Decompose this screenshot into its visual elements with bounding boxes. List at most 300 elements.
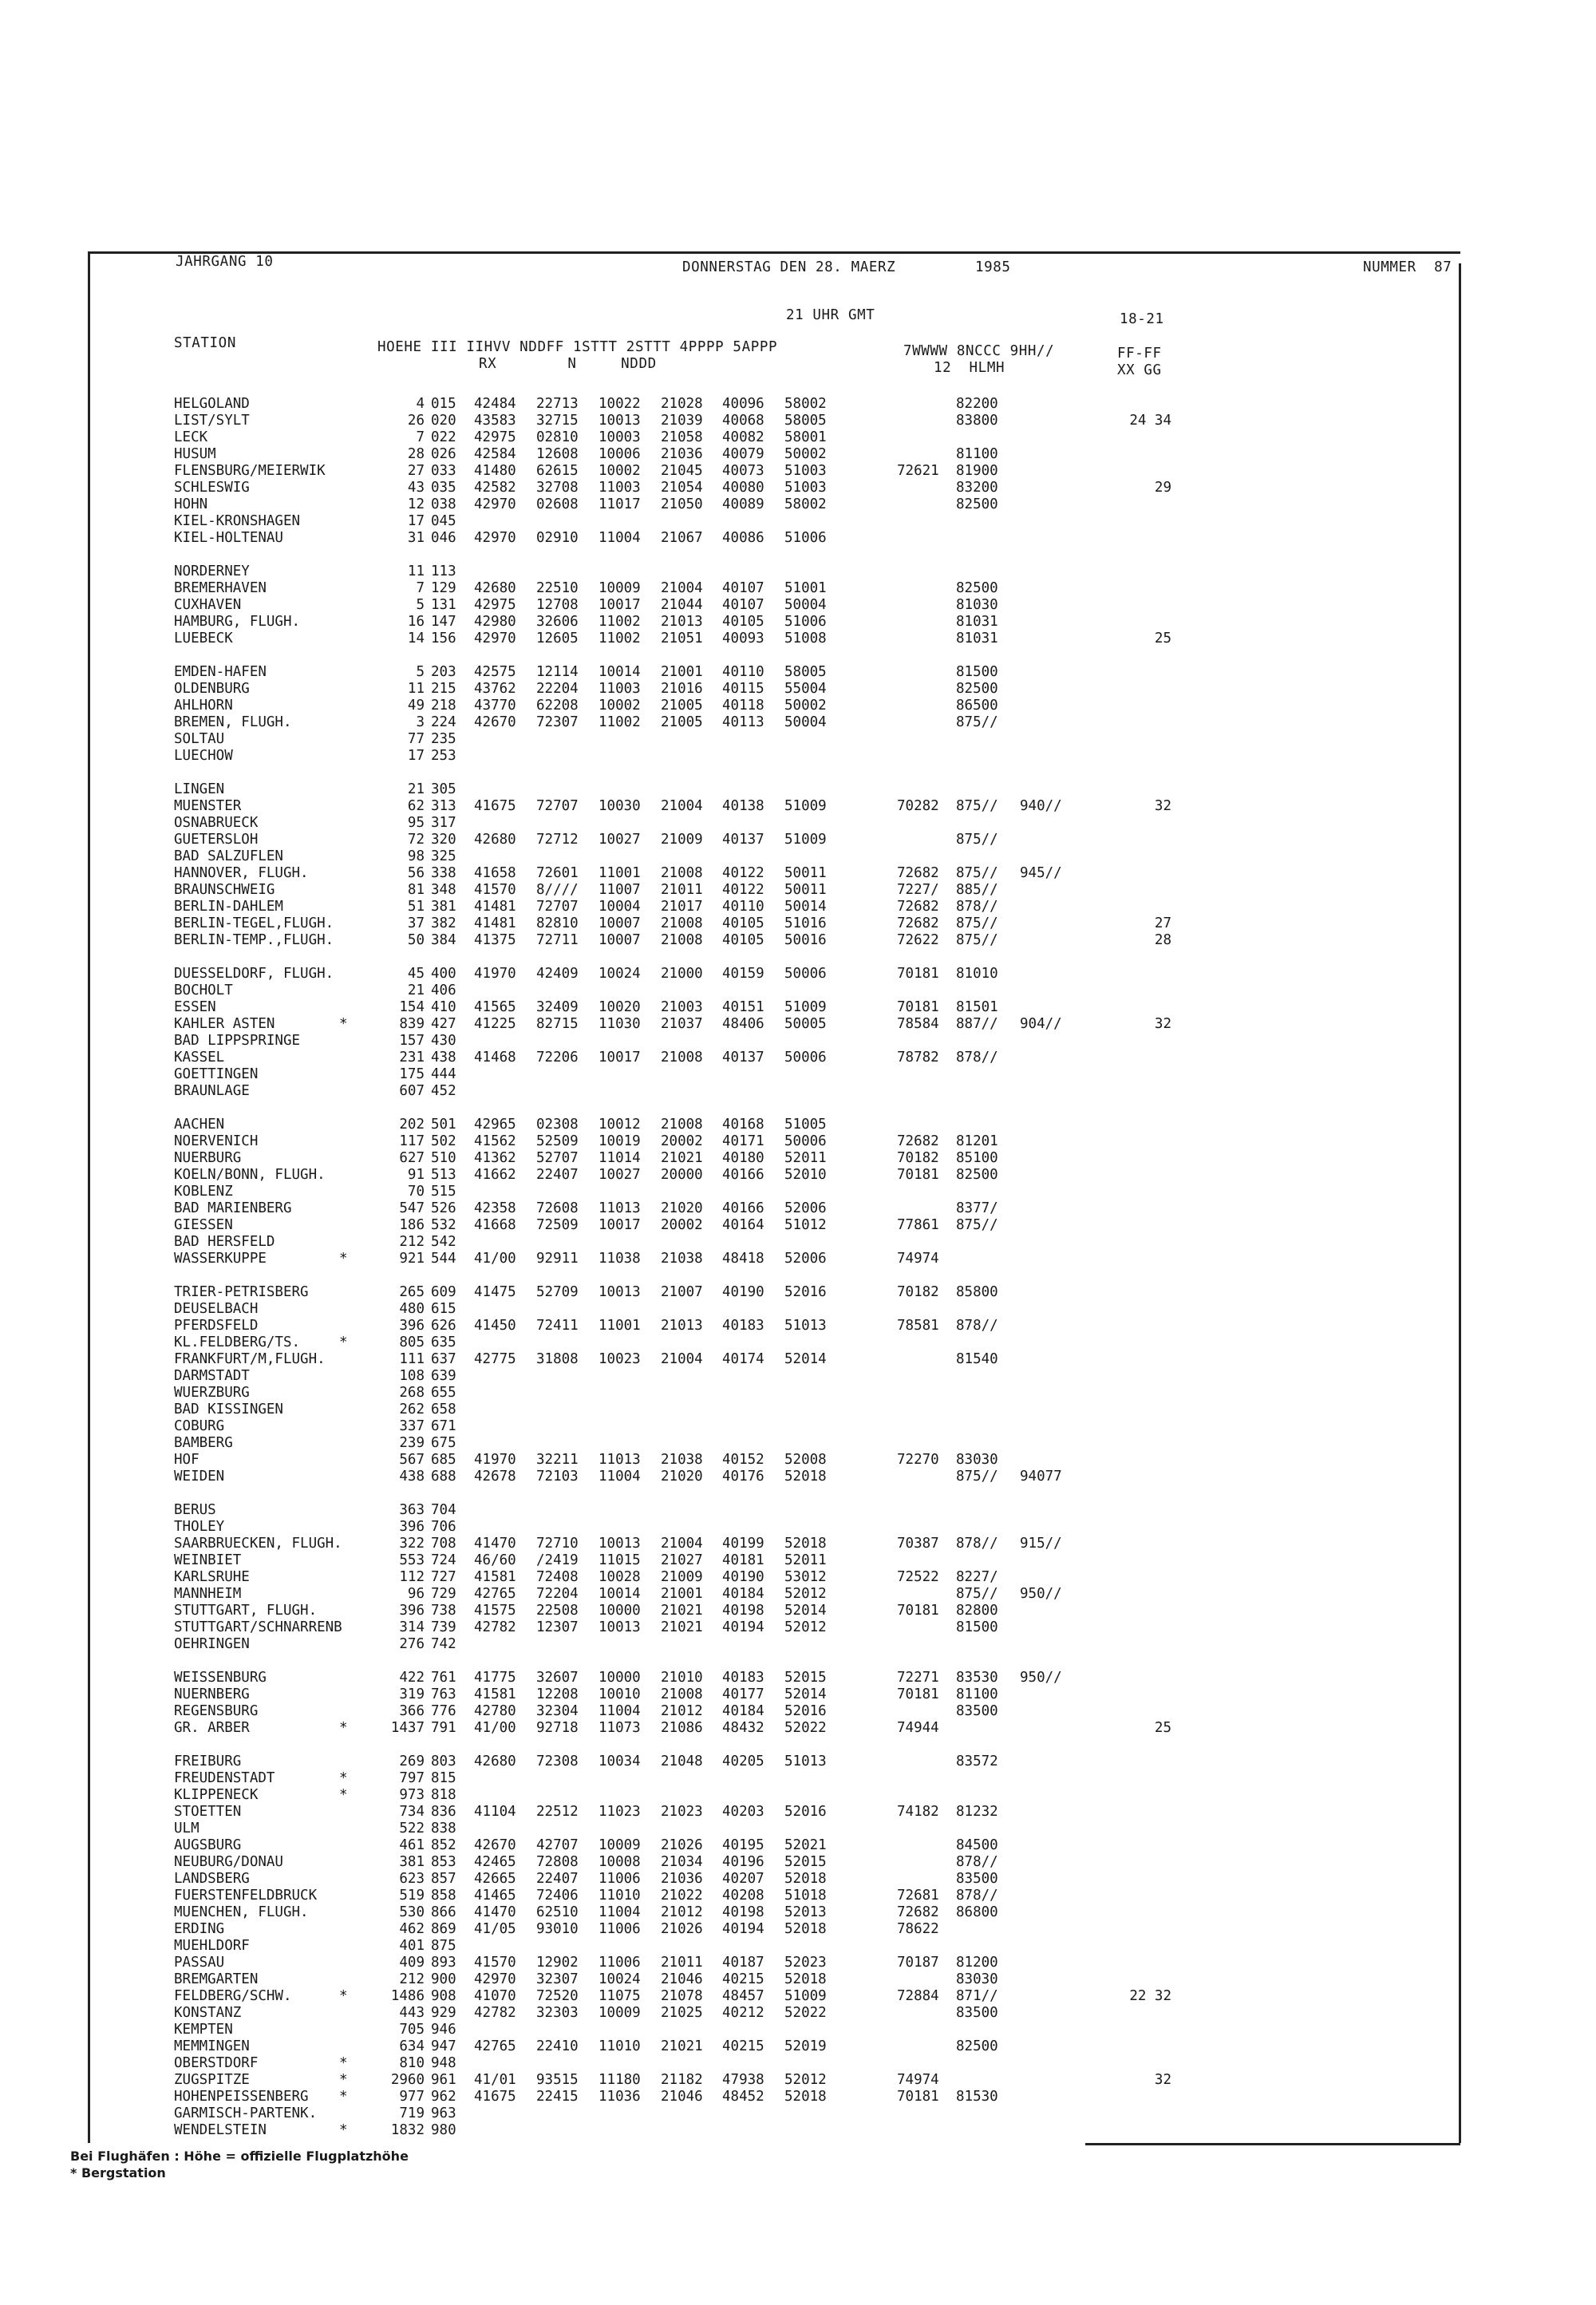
- group-nddff: 72711: [536, 932, 579, 948]
- group-2sttt: 21182: [661, 2072, 703, 2088]
- table-row: [0, 1821, 1596, 1837]
- group-8nccc: 875//: [956, 865, 998, 881]
- station-number: 502: [431, 1133, 456, 1149]
- station-number: 948: [431, 2055, 456, 2071]
- group-iihvv: 41470: [474, 1904, 516, 1920]
- group-7wwww: 78782: [897, 1050, 939, 1066]
- station-number: 513: [431, 1167, 456, 1183]
- mountain-station-mark: *: [339, 2072, 348, 2088]
- group-iihvv: 41375: [474, 932, 516, 948]
- station-height: 17: [407, 513, 425, 529]
- group-iihvv: 41450: [474, 1318, 516, 1334]
- group-iihvv: 41675: [474, 798, 516, 814]
- group-8nccc: 81232: [956, 1804, 998, 1820]
- station-number: 532: [431, 1217, 456, 1233]
- table-row: [0, 1837, 1596, 1854]
- group-iihvv: 41662: [474, 1167, 516, 1183]
- group-iihvv: 41/00: [474, 1251, 516, 1267]
- table-row: [0, 1167, 1596, 1184]
- table-row: [0, 1586, 1596, 1603]
- group-2sttt: 21008: [661, 865, 703, 881]
- station-height: 91: [407, 1167, 425, 1183]
- table-row: [0, 714, 1596, 731]
- group-5appp: 51016: [784, 915, 827, 931]
- group-5appp: 51006: [784, 530, 827, 546]
- group-nddff: 52509: [536, 1133, 579, 1149]
- station-height: 396: [399, 1519, 425, 1535]
- table-row: [0, 1686, 1596, 1703]
- station-height: 37: [407, 915, 425, 931]
- group-nddff: 22415: [536, 2089, 579, 2105]
- group-8nccc: 878//: [956, 1536, 998, 1552]
- group-8nccc: 86800: [956, 1904, 998, 1920]
- table-row: [0, 631, 1596, 647]
- group-8nccc: 81100: [956, 446, 998, 462]
- group-4pppp: 48452: [722, 2089, 764, 2105]
- group-5appp: 51001: [784, 580, 827, 596]
- group-4pppp: 40082: [722, 429, 764, 445]
- group-iihvv: 42965: [474, 1117, 516, 1133]
- table-row: [0, 1536, 1596, 1552]
- table-row: [0, 966, 1596, 982]
- group-8nccc: 81500: [956, 1619, 998, 1635]
- station-name: ULM: [174, 1821, 200, 1836]
- group-8nccc: 878//: [956, 1854, 998, 1870]
- group-iihvv: 42670: [474, 1837, 516, 1853]
- group-5appp: 50005: [784, 1016, 827, 1032]
- station-column-header: STATION: [174, 335, 236, 351]
- station-height: 438: [399, 1469, 425, 1485]
- station-height: 175: [399, 1066, 425, 1082]
- station-name: KL.FELDBERG/TS.: [174, 1334, 301, 1350]
- station-name: LANDSBERG: [174, 1871, 250, 1887]
- group-nddff: 32715: [536, 413, 579, 429]
- group-5appp: 52012: [784, 1619, 827, 1635]
- group-7wwww: 70182: [897, 1284, 939, 1300]
- station-number: 526: [431, 1200, 456, 1216]
- table-row: [0, 1334, 1596, 1351]
- group-2sttt: 21011: [661, 1955, 703, 1971]
- station-number: 235: [431, 731, 456, 747]
- group-2sttt: 21007: [661, 1284, 703, 1300]
- nummer-label: NUMMER 87: [1363, 259, 1452, 275]
- group-5appp: 50002: [784, 446, 827, 462]
- group-7wwww: 72271: [897, 1670, 939, 1686]
- group-iihvv: 41225: [474, 1016, 516, 1032]
- mountain-station-mark: *: [339, 1016, 348, 1032]
- table-row: [0, 614, 1596, 631]
- group-iihvv: 43762: [474, 681, 516, 697]
- station-name: GUETERSLOH: [174, 832, 259, 848]
- station-number: 908: [431, 1988, 456, 2004]
- table-row: [0, 1753, 1596, 1770]
- station-height: 522: [399, 1821, 425, 1836]
- group-iihvv: 41/01: [474, 2072, 516, 2088]
- station-number: 501: [431, 1117, 456, 1133]
- station-name: SAARBRUECKEN, FLUGH.: [174, 1536, 342, 1552]
- group-4pppp: 40122: [722, 865, 764, 881]
- group-5appp: 52010: [784, 1167, 827, 1183]
- table-row: [0, 748, 1596, 765]
- time-label: 21 UHR GMT: [786, 307, 875, 323]
- group-2sttt: 21008: [661, 1686, 703, 1702]
- table-row: [0, 446, 1596, 463]
- station-height: 72: [407, 832, 425, 848]
- station-height: 5: [416, 597, 425, 613]
- group-nddff: 02810: [536, 429, 579, 445]
- group-iihvv: 42975: [474, 597, 516, 613]
- group-5appp: 52014: [784, 1603, 827, 1619]
- station-number: 320: [431, 832, 456, 848]
- group-1sttt: 11004: [598, 1703, 641, 1719]
- group-5appp: 52006: [784, 1251, 827, 1267]
- table-row: [0, 1904, 1596, 1921]
- group-2sttt: 21050: [661, 496, 703, 512]
- group-4pppp: 40089: [722, 496, 764, 512]
- codes2-header-line2: 12 HLMH: [934, 360, 1005, 376]
- group-nddff: 8////: [536, 882, 579, 898]
- group-5appp: 58005: [784, 413, 827, 429]
- group-4pppp: 40110: [722, 899, 764, 915]
- group-4pppp: 40194: [722, 1619, 764, 1635]
- group-4pppp: 40198: [722, 1904, 764, 1920]
- station-number: 427: [431, 1016, 456, 1032]
- station-height: 401: [399, 1938, 425, 1954]
- group-4pppp: 40176: [722, 1469, 764, 1485]
- hour-range-label: 18-21: [1120, 311, 1164, 327]
- group-2sttt: 21058: [661, 429, 703, 445]
- station-name: ZUGSPITZE: [174, 2072, 250, 2088]
- group-ff-gust: 32: [1154, 1016, 1171, 1032]
- station-name: LUEBECK: [174, 631, 233, 646]
- group-ff-gust: 25: [1154, 631, 1171, 646]
- group-4pppp: 40203: [722, 1804, 764, 1820]
- group-2sttt: 21008: [661, 915, 703, 931]
- station-number: 452: [431, 1083, 456, 1099]
- group-5appp: 52014: [784, 1686, 827, 1702]
- group-5appp: 51006: [784, 614, 827, 630]
- group-2sttt: 21020: [661, 1469, 703, 1485]
- group-1sttt: 10008: [598, 1854, 641, 1870]
- table-row: [0, 681, 1596, 698]
- table-row: [0, 2089, 1596, 2105]
- group-iihvv: 41575: [474, 1603, 516, 1619]
- group-2sttt: 21023: [661, 1804, 703, 1820]
- station-name: WEINBIET: [174, 1552, 242, 1568]
- group-7wwww: 78581: [897, 1318, 939, 1334]
- group-4pppp: 40073: [722, 463, 764, 479]
- station-height: 7: [416, 580, 425, 596]
- table-row: [0, 2022, 1596, 2038]
- station-height: 70: [407, 1184, 425, 1200]
- station-number: 655: [431, 1385, 456, 1401]
- group-nddff: 12208: [536, 1686, 579, 1702]
- table-row: [0, 798, 1596, 815]
- station-name: GARMISCH-PARTENK.: [174, 2105, 318, 2121]
- table-row: [0, 513, 1596, 530]
- station-name: LIST/SYLT: [174, 413, 250, 429]
- station-number: 313: [431, 798, 456, 814]
- group-4pppp: 40113: [722, 714, 764, 730]
- group-4pppp: 40168: [722, 1117, 764, 1133]
- group-nddff: 82715: [536, 1016, 579, 1032]
- group-5appp: 51013: [784, 1753, 827, 1769]
- group-1sttt: 11001: [598, 865, 641, 881]
- station-height: 607: [399, 1083, 425, 1099]
- station-height: 49: [407, 698, 425, 714]
- group-1sttt: 10012: [598, 1117, 641, 1133]
- group-7wwww: 78584: [897, 1016, 939, 1032]
- station-height: 480: [399, 1301, 425, 1317]
- group-5appp: 51013: [784, 1318, 827, 1334]
- group-nddff: 32307: [536, 1971, 579, 1987]
- station-name: MUENCHEN, FLUGH.: [174, 1904, 309, 1920]
- station-name: CUXHAVEN: [174, 597, 242, 613]
- group-2sttt: 21028: [661, 396, 703, 412]
- group-nddff: 32303: [536, 2005, 579, 2021]
- group-9hh: 950//: [1020, 1586, 1062, 1602]
- group-8nccc: 875//: [956, 915, 998, 931]
- station-name: FUERSTENFELDBRUCK: [174, 1888, 318, 1904]
- mountain-station-mark: *: [339, 2122, 348, 2138]
- group-2sttt: 21013: [661, 614, 703, 630]
- station-name: AACHEN: [174, 1117, 225, 1133]
- station-height: 322: [399, 1536, 425, 1552]
- group-nddff: 12902: [536, 1955, 579, 1971]
- group-7wwww: 72682: [897, 1133, 939, 1149]
- station-number: 406: [431, 982, 456, 998]
- station-height: 547: [399, 1200, 425, 1216]
- station-height: 443: [399, 2005, 425, 2021]
- group-2sttt: 21025: [661, 2005, 703, 2021]
- group-nddff: 22508: [536, 1603, 579, 1619]
- group-4pppp: 40107: [722, 580, 764, 596]
- group-4pppp: 40174: [722, 1351, 764, 1367]
- group-8nccc: 875//: [956, 1469, 998, 1485]
- group-nddff: 22204: [536, 681, 579, 697]
- station-number: 317: [431, 815, 456, 831]
- group-4pppp: 40093: [722, 631, 764, 646]
- group-5appp: 52018: [784, 1536, 827, 1552]
- group-8nccc: 878//: [956, 1318, 998, 1334]
- table-row: [0, 1552, 1596, 1569]
- group-2sttt: 21021: [661, 1619, 703, 1635]
- station-height: 31: [407, 530, 425, 546]
- group-1sttt: 10013: [598, 1284, 641, 1300]
- group-9hh: 94077: [1020, 1469, 1062, 1485]
- station-number: 852: [431, 1837, 456, 1853]
- group-7wwww: 72621: [897, 463, 939, 479]
- group-iihvv: 41/00: [474, 1720, 516, 1736]
- group-nddff: 82810: [536, 915, 579, 931]
- station-name: BAD HERSFELD: [174, 1234, 275, 1250]
- group-iihvv: 41362: [474, 1150, 516, 1166]
- station-name: AUGSBURG: [174, 1837, 242, 1853]
- mountain-station-mark: *: [339, 2089, 348, 2105]
- group-1sttt: 10030: [598, 798, 641, 814]
- group-iihvv: 42970: [474, 1971, 516, 1987]
- group-8nccc: 83030: [956, 1971, 998, 1987]
- station-height: 553: [399, 1552, 425, 1568]
- table-row: [0, 580, 1596, 597]
- station-height: 21: [407, 781, 425, 797]
- station-height: 212: [399, 1234, 425, 1250]
- table-row: [0, 999, 1596, 1016]
- group-1sttt: 11006: [598, 1871, 641, 1887]
- group-4pppp: 40207: [722, 1871, 764, 1887]
- station-name: BAMBERG: [174, 1435, 233, 1451]
- station-number: 729: [431, 1586, 456, 1602]
- mountain-station-mark: *: [339, 1334, 348, 1350]
- station-height: 202: [399, 1117, 425, 1133]
- group-8nccc: 875//: [956, 932, 998, 948]
- group-8nccc: 887//: [956, 1016, 998, 1032]
- table-row: [0, 899, 1596, 915]
- group-2sttt: 21022: [661, 1888, 703, 1904]
- table-row: [0, 731, 1596, 748]
- group-1sttt: 11007: [598, 882, 641, 898]
- group-7wwww: 70187: [897, 1955, 939, 1971]
- group-4pppp: 40138: [722, 798, 764, 814]
- station-height: 12: [407, 496, 425, 512]
- station-number: 444: [431, 1066, 456, 1082]
- table-row: [0, 815, 1596, 832]
- station-name: DARMSTADT: [174, 1368, 250, 1384]
- station-height: 977: [399, 2089, 425, 2105]
- group-2sttt: 21036: [661, 1871, 703, 1887]
- station-name: LUECHOW: [174, 748, 233, 764]
- group-1sttt: 10034: [598, 1753, 641, 1769]
- group-1sttt: 11013: [598, 1200, 641, 1216]
- group-8nccc: 82500: [956, 496, 998, 512]
- group-iihvv: 42775: [474, 1351, 516, 1367]
- table-row: [0, 1301, 1596, 1318]
- group-7wwww: 70181: [897, 1603, 939, 1619]
- station-height: 734: [399, 1804, 425, 1820]
- table-row: [0, 1452, 1596, 1469]
- group-nddff: 92718: [536, 1720, 579, 1736]
- group-iihvv: 41104: [474, 1804, 516, 1820]
- station-name: STOETTEN: [174, 1804, 242, 1820]
- station-number: 253: [431, 748, 456, 764]
- group-5appp: 52011: [784, 1150, 827, 1166]
- station-height: 14: [407, 631, 425, 646]
- group-5appp: 52013: [784, 1904, 827, 1920]
- group-2sttt: 21034: [661, 1854, 703, 1870]
- group-nddff: 42707: [536, 1837, 579, 1853]
- group-7wwww: 72522: [897, 1569, 939, 1585]
- group-8nccc: 85800: [956, 1284, 998, 1300]
- group-8nccc: 878//: [956, 1050, 998, 1066]
- group-nddff: 32409: [536, 999, 579, 1015]
- group-7wwww: 70181: [897, 999, 939, 1015]
- group-7wwww: 78622: [897, 1921, 939, 1937]
- group-nddff: 72808: [536, 1854, 579, 1870]
- group-2sttt: 21027: [661, 1552, 703, 1568]
- group-nddff: 22407: [536, 1167, 579, 1183]
- station-height: 186: [399, 1217, 425, 1233]
- group-5appp: 52021: [784, 1837, 827, 1853]
- group-ff-gust: 29: [1154, 480, 1171, 496]
- station-number: 147: [431, 614, 456, 630]
- station-number: 724: [431, 1552, 456, 1568]
- group-5appp: 50011: [784, 882, 827, 898]
- group-8nccc: 81100: [956, 1686, 998, 1702]
- group-nddff: 72520: [536, 1988, 579, 2004]
- station-name: GR. ARBER: [174, 1720, 250, 1736]
- station-name: GIESSEN: [174, 1217, 233, 1233]
- group-1sttt: 10006: [598, 446, 641, 462]
- group-iihvv: 41970: [474, 966, 516, 982]
- table-row: [0, 1871, 1596, 1888]
- station-number: 438: [431, 1050, 456, 1066]
- group-7wwww: 72682: [897, 915, 939, 931]
- station-height: 422: [399, 1670, 425, 1686]
- codes2-header-line1: 7WWWW 8NCCC 9HH//: [903, 343, 1055, 359]
- group-7wwww: 72622: [897, 932, 939, 948]
- station-name: KLIPPENECK: [174, 1787, 259, 1803]
- group-iihvv: 41581: [474, 1569, 516, 1585]
- group-7wwww: 77861: [897, 1217, 939, 1233]
- table-row: [0, 597, 1596, 614]
- station-number: 410: [431, 999, 456, 1015]
- station-height: 5: [416, 664, 425, 680]
- group-1sttt: 10028: [598, 1569, 641, 1585]
- station-height: 157: [399, 1033, 425, 1049]
- station-height: 2960: [390, 2072, 425, 2088]
- group-1sttt: 10027: [598, 832, 641, 848]
- station-height: 96: [407, 1586, 425, 1602]
- group-8nccc: 82500: [956, 2038, 998, 2054]
- group-5appp: 58002: [784, 496, 827, 512]
- group-2sttt: 21051: [661, 631, 703, 646]
- station-number: 022: [431, 429, 456, 445]
- group-7wwww: 72681: [897, 1888, 939, 1904]
- station-name: HAMBURG, FLUGH.: [174, 614, 301, 630]
- group-iihvv: 41480: [474, 463, 516, 479]
- station-number: 688: [431, 1469, 456, 1485]
- station-name: BOCHOLT: [174, 982, 233, 998]
- group-8nccc: 875//: [956, 714, 998, 730]
- station-number: 929: [431, 2005, 456, 2021]
- station-number: 400: [431, 966, 456, 982]
- station-name: BREMEN, FLUGH.: [174, 714, 292, 730]
- station-name: BERLIN-DAHLEM: [174, 899, 283, 915]
- group-iihvv: 41468: [474, 1050, 516, 1066]
- station-number: 836: [431, 1804, 456, 1820]
- group-iihvv: 41470: [474, 1536, 516, 1552]
- group-5appp: 58005: [784, 664, 827, 680]
- station-number: 858: [431, 1888, 456, 1904]
- group-7wwww: 70181: [897, 966, 939, 982]
- station-height: 634: [399, 2038, 425, 2054]
- station-name: TRIER-PETRISBERG: [174, 1284, 309, 1300]
- group-1sttt: 11030: [598, 1016, 641, 1032]
- station-height: 519: [399, 1888, 425, 1904]
- group-1sttt: 10019: [598, 1133, 641, 1149]
- group-7wwww: 72884: [897, 1988, 939, 2004]
- station-height: 3: [416, 714, 425, 730]
- group-1sttt: 10017: [598, 597, 641, 613]
- station-name: LINGEN: [174, 781, 225, 797]
- group-4pppp: 40068: [722, 413, 764, 429]
- group-4pppp: 40196: [722, 1854, 764, 1870]
- group-iihvv: 41565: [474, 999, 516, 1015]
- station-number: 338: [431, 865, 456, 881]
- station-number: 156: [431, 631, 456, 646]
- station-name: BRAUNSCHWEIG: [174, 882, 275, 898]
- group-5appp: 52018: [784, 1921, 827, 1937]
